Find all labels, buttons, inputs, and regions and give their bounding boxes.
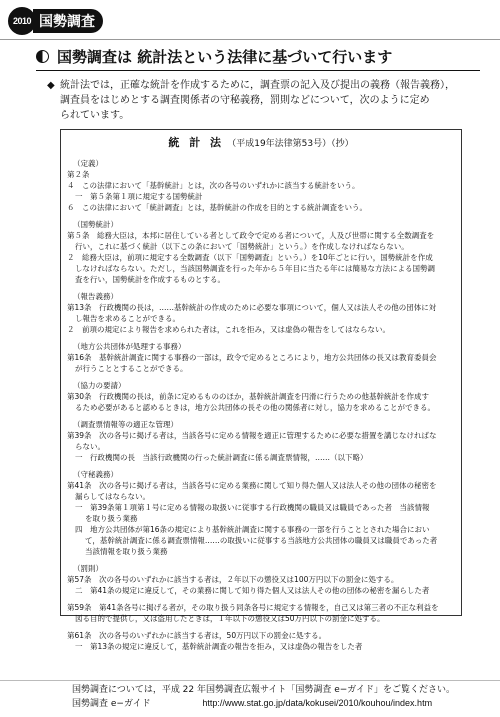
law-text-line: 図る目的で提供し，又は盗用したときは，１年以下の懲役又は50万円以下の罰金に処する。 xyxy=(75,614,385,623)
footer xyxy=(72,684,455,711)
intro-line: 統計法では，正確な統計を作成するために，調査票の記入及び提出の義務（報告義務）， xyxy=(60,80,455,91)
law-text-line: ４ この法律において「基幹統計」とは，次の各号のいずれかに該当する統計をいう。 xyxy=(67,181,360,190)
law-text-line: 第61条 次の各号のいずれかに該当する者は，50万円以下の罰金に処する。 xyxy=(67,631,327,640)
law-text-line: 一 行政機関の長 当該行政機関の行った統計調査に係る調査票情報，……（以下略） xyxy=(75,453,368,462)
law-text-line: が行うこととすることができる。 xyxy=(75,364,188,373)
law-text-line: 第16条 基幹統計調査に関する事務の一部は，政令で定めるところにより，地方公共団体の長又は教育委員会 xyxy=(67,353,437,362)
law-section-heading: （報告義務） xyxy=(73,292,118,301)
headline-text: 国勢調査は 統計法という法律に基づいて行います xyxy=(57,48,393,66)
footer-divider xyxy=(0,680,500,681)
footer-info-text: 国勢調査については，平成 22 年国勢調査広報サイト「国勢調査 e−ガイド」をご覧ください。 xyxy=(72,685,456,695)
header xyxy=(8,8,103,34)
law-text-line: ６ この法律において「統計調査」とは，基幹統計の作成を目的とする統計調査をいう。 xyxy=(67,203,367,212)
law-section xyxy=(67,341,455,374)
law-text-line: らない。 xyxy=(75,442,105,451)
headline-underline xyxy=(36,70,480,71)
law-text-line: ２ 前項の規定により報告を求められた者は，これを拒み，又は虚偽の報告をしてはならない。 xyxy=(67,325,390,334)
intro-line: 調査員をはじめとする調査関係者の守秘義務，罰則などについて，次のように定め xyxy=(60,95,430,106)
footer-url-link[interactable]: http://www.stat.go.jp/data/kokusei/2010/kouhou/index.htm xyxy=(202,698,433,708)
headline xyxy=(36,46,480,67)
law-section-heading: （守秘義務） xyxy=(73,470,118,479)
law-section xyxy=(67,469,455,557)
law-text-line: 第57条 次の各号のいずれかに該当する者は，２年以下の懲役又は100万円以下の罰金に処する。 xyxy=(67,575,399,584)
law-section-heading: （調査票情報等の適正な管理） xyxy=(73,420,178,429)
law-section-heading: （協力の要請） xyxy=(73,381,126,390)
law-text-line: て，基幹統計調査に係る調査票情報……の取扱いに従事する当該地方公共団体の職員又は職員であった者 xyxy=(85,536,438,545)
footer-site-label: 国勢調査 e−ガイド xyxy=(72,699,151,709)
law-title-main: 統 計 法 xyxy=(168,136,225,149)
header-divider xyxy=(0,39,500,40)
law-section xyxy=(67,419,455,463)
law-section-heading: （定義） xyxy=(73,159,103,168)
law-text-line: 第30条 行政機関の長は，前条に定めるもののほか，基幹統計調査を円滑に行うための他基幹統計を作成す xyxy=(67,392,430,401)
law-section xyxy=(67,291,455,335)
law-text-line: 第２条 xyxy=(67,170,90,179)
law-section xyxy=(67,158,455,213)
law-text-line: るため必要があると認めるときは，地方公共団体の長その他の関係者に対し，協力を求めることができる。 xyxy=(75,403,435,412)
law-text-line: しなければならない。ただし，当該国勢調査を行った年から５年目に当たる年には簡易な方法による国勢調 xyxy=(75,264,435,273)
law-section xyxy=(67,630,455,652)
law-section-heading: （罰則） xyxy=(73,564,103,573)
law-excerpt-box xyxy=(60,129,462,651)
law-title xyxy=(67,134,455,150)
law-text-line: 当該情報を取り扱う業務 xyxy=(85,547,168,556)
diamond-bullet-icon: ◆ xyxy=(47,80,55,91)
law-text-line: ２ 総務大臣は，前項に規定する全数調査（以下「国勢調査」という。）を10年ごとに行い，国勢統計を作成 xyxy=(67,253,433,262)
law-text-line: 四 地方公共団体が第16条の規定により基幹統計調査に関する事務の一部を行うこととされた場合におい xyxy=(75,525,430,534)
law-section-heading: （国勢統計） xyxy=(73,220,118,229)
law-title-subtitle: （平成19年法律第53号）（抄） xyxy=(227,139,354,149)
law-text-line: 査を行い，国勢統計を作成するものとする。 xyxy=(75,275,225,284)
law-section xyxy=(67,380,455,413)
law-text-line: 一 第13条の規定に違反して，基幹統計調査の報告を拒み，又は虚偽の報告をした者 xyxy=(75,642,363,651)
law-text-line: 行い，これに基づく統計（以下この条において「国勢統計」という。）を作成しなければならない。 xyxy=(75,242,409,251)
intro-paragraph xyxy=(47,78,480,123)
census-logo-badge: 2010 xyxy=(8,7,36,35)
law-text-line: 第５条 総務大臣は，本邦に居住している者として政令で定める者について，人及び世帯に関する全数調査を xyxy=(67,231,435,240)
half-circle-icon xyxy=(36,50,49,63)
law-text-line: 漏らしてはならない。 xyxy=(75,492,150,501)
law-text-line: 第39条 次の各号に掲げる者は，当該各号に定める情報を適正に管理するために必要な措置を講じなければな xyxy=(67,431,437,440)
law-section xyxy=(67,219,455,285)
law-sections xyxy=(67,158,455,652)
law-text-line: 第13条 行政機関の長は，……基幹統計の作成のために必要な事項について，個人又は法人その他の団体に対 xyxy=(67,303,437,312)
intro-line: られています。 xyxy=(60,110,130,121)
law-text-line: を取り扱う業務 xyxy=(85,514,138,523)
law-text-line: し報告を求めることができる。 xyxy=(75,314,180,323)
law-text-line: 二 第41条の規定に違反して，その業務に関して知り得た個人又は法人その他の団体の秘密を漏らした者 xyxy=(75,586,430,595)
law-section-heading: （地方公共団体が処理する事務） xyxy=(73,342,186,351)
law-text-line: 一 第39条第１項第１号に定める情報の取扱いに従事する行政機関の職員又は職員であった者 当該情報 xyxy=(75,503,430,512)
law-section xyxy=(67,563,455,596)
law-text-line: 一 第５条第１項に規定する国勢統計 xyxy=(75,192,203,201)
law-text-line: 第59条 第41条各号に掲げる者が，その取り扱う同条各号に規定する情報を，自己又は第三者の不正な利益を xyxy=(67,603,439,612)
law-section xyxy=(67,602,455,624)
law-text-line: 第41条 次の各号に掲げる者は，当該各号に定める業務に関して知り得た個人又は法人その他の団体の秘密を xyxy=(67,481,437,490)
census-logo-title: 国勢調査 xyxy=(33,9,103,33)
